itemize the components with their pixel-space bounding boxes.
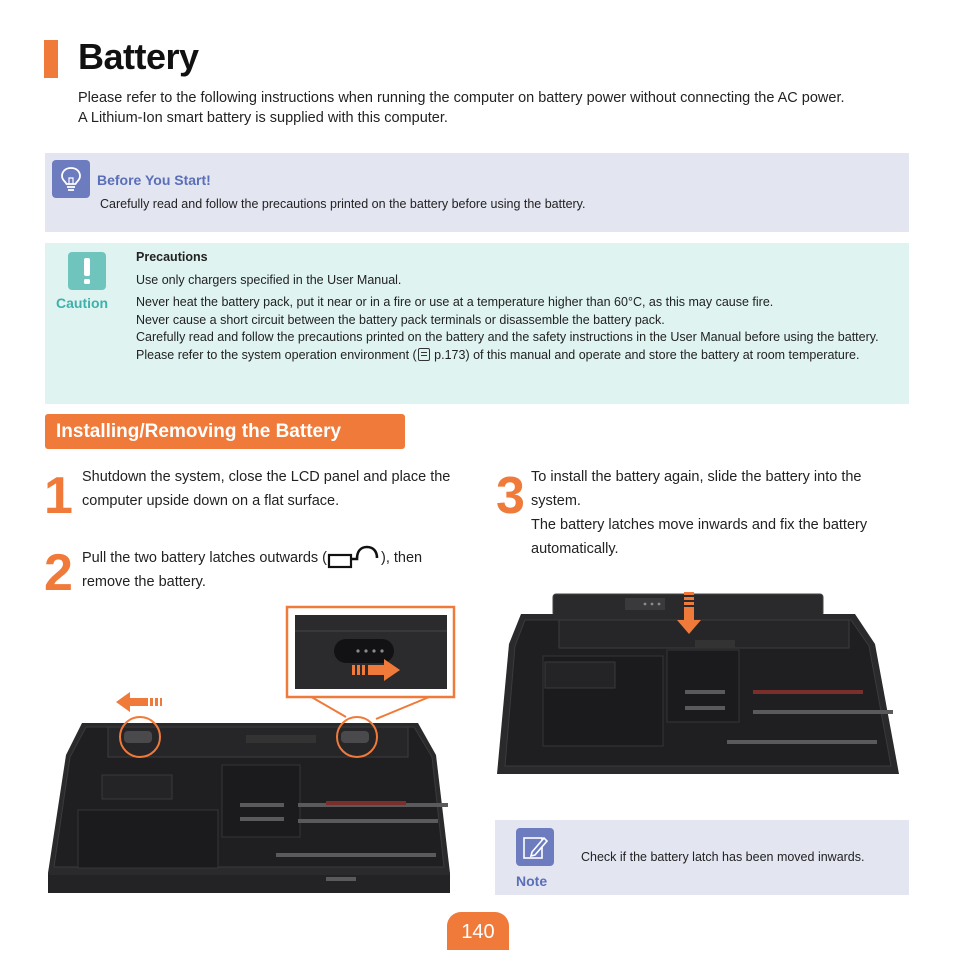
step-number-3: 3	[496, 467, 523, 525]
caution-label: Caution	[56, 295, 109, 311]
step-text-2	[82, 545, 462, 594]
step-text-3	[531, 465, 911, 561]
intro-line-2: A Lithium-Ion smart battery is supplied with this computer.	[78, 110, 448, 126]
title-accent-bar	[44, 40, 58, 78]
step-text-1: Shutdown the system, close the LCD panel and place the computer upside down on a flat surface.	[82, 469, 451, 509]
intro-text	[78, 88, 898, 128]
page-number: 140	[461, 921, 495, 943]
step-number-2: 2	[44, 544, 71, 602]
step-text-2-before: Pull the two battery latches outwards (	[82, 550, 328, 566]
precaution-text: Please refer to the system operation environment (	[136, 347, 417, 362]
caution-content	[136, 249, 902, 364]
precaution-item: Never heat the battery pack, put it near or in a fire or use at a temperature higher than 60°C, as this may cause fire.	[136, 295, 774, 309]
step-text-3-line-2: The battery latches move inwards and fix the battery automatically.	[531, 517, 868, 557]
precaution-item	[136, 347, 902, 365]
book-icon	[418, 348, 430, 361]
intro-line-1: Please refer to the following instructions when running the computer on battery power without connecting the AC power.	[78, 90, 845, 106]
precaution-item: Carefully read and follow the precautions printed on the battery and the safety instructions in the User Manual before using the battery.	[136, 330, 879, 344]
section-title: Installing/Removing the Battery	[56, 421, 342, 442]
precautions-title: Precautions	[136, 250, 208, 264]
before-you-start-title: Before You Start!	[97, 172, 211, 188]
exclamation-icon	[68, 252, 106, 290]
open-lock-icon	[327, 545, 381, 569]
laptop-underside-latches-photo	[46, 605, 456, 895]
before-you-start-box	[45, 153, 909, 232]
laptop-battery-insert-photo	[495, 590, 905, 774]
before-you-start-text: Carefully read and follow the precautions printed on the battery before using the battery.	[100, 197, 586, 211]
step-text-3-line-1: To install the battery again, slide the battery into the system.	[531, 469, 862, 509]
page-reference[interactable]: p.173) of this manual and operate and store the battery at room temperature.	[430, 347, 860, 362]
step-number-1: 1	[44, 467, 71, 525]
page-title: Battery	[78, 36, 199, 77]
note-label: Note	[516, 873, 548, 889]
step-text-2-after: ), then remove the battery.	[82, 550, 423, 590]
precaution-item: Use only chargers specified in the User Manual.	[136, 272, 402, 287]
lightbulb-icon	[52, 160, 90, 198]
note-text: Check if the battery latch has been moved inwards.	[581, 850, 865, 864]
pencil-icon	[516, 828, 554, 866]
precaution-item: Never cause a short circuit between the battery pack terminals or disassemble the battery pack.	[136, 312, 665, 327]
